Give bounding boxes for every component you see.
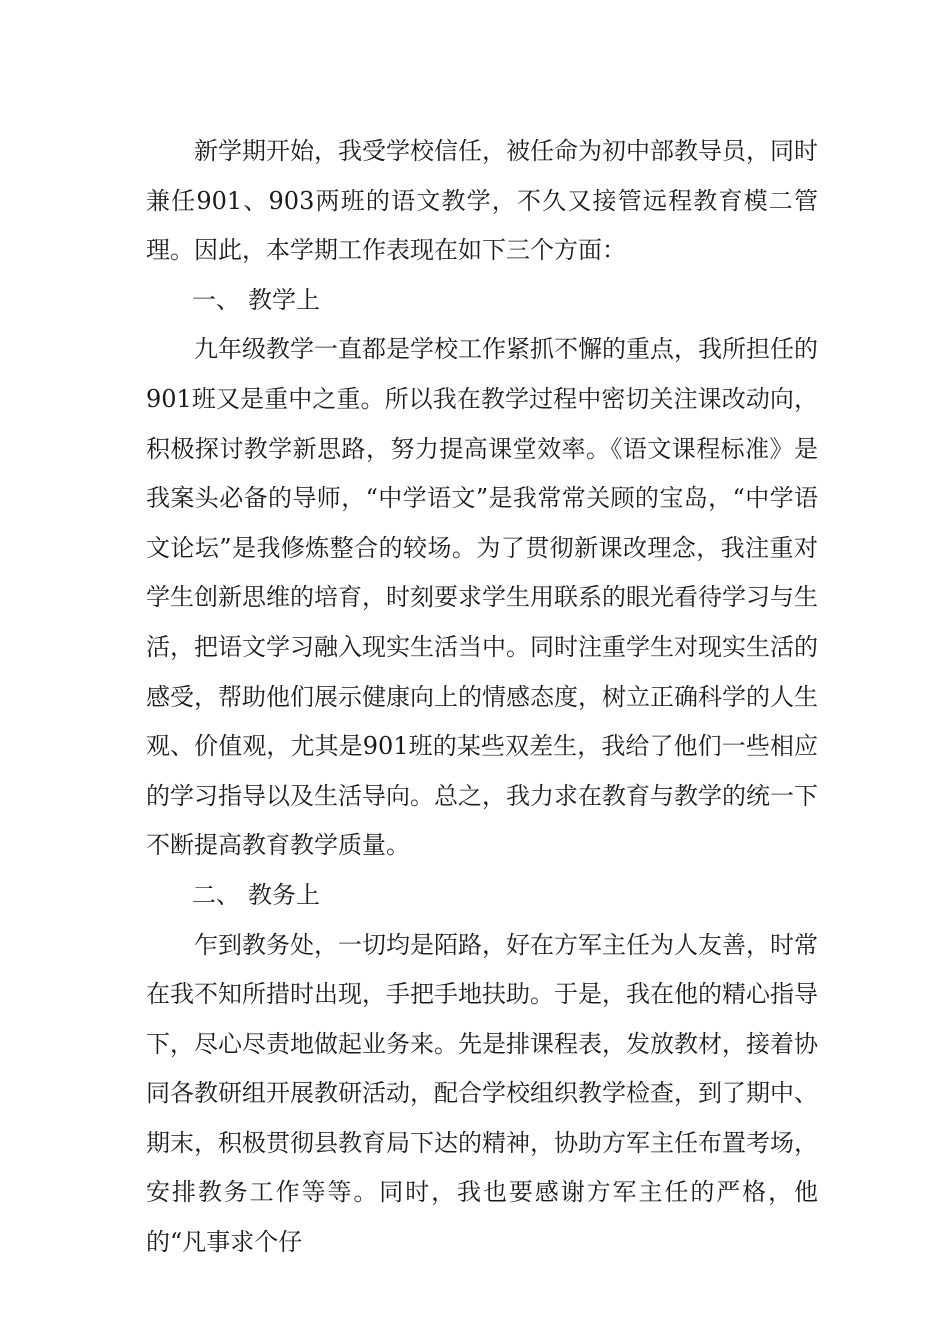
academic-affairs-paragraph: 乍到教务处，一切均是陌路，好在方军主任为人友善，时常在我不知所措时出现，手把手地扶助。于是，我在他的精心指导下，尽心尽责地做起业务来。先是排课程表，发放教材，接着协同各教研组开展教研活动，配合学校组织教学检查，到了期中、期末，积极贯彻县教育局下达的精神，协助方军主任布置考场，安排教务工作等等。同时，我也要感谢方军主任的严格，他的“凡事求个仔	[146, 930, 818, 1257]
document-body	[146, 127, 818, 1268]
teaching-paragraph: 九年级教学一直都是学校工作紧抓不懈的重点，我所担任的901班又是重中之重。所以我在教学过程中密切关注课改动向，积极探讨教学新思路，努力提高课堂效率。《语文课程标准》是我案头必备的导师，“中学语文”是我常常关顾的宝岛，“中学语文论坛”是我修炼整合的较场。为了贯彻新课改理念，我注重对学生创新思维的培育，时刻要求学生用联系的眼光看待学习与生活，把语文学习融入现实生活当中。同时注重学生对现实生活的感受，帮助他们展示健康向上的情感态度，树立正确科学的人生观、价值观，尤其是901班的某些双差生，我给了他们一些相应的学习指导以及生活导向。总之，我力求在教育与教学的统一下不断提高教育教学质量。	[146, 335, 818, 860]
section-title: 教务上	[248, 880, 320, 909]
intro-paragraph: 新学期开始，我受学校信任，被任命为初中部教导员，同时兼任901、903两班的语文教学，不久又接管远程教育模二管理。因此，本学期工作表现在如下三个方面：	[146, 137, 818, 265]
section-heading-teaching	[146, 276, 818, 326]
section-number: 一、	[192, 285, 240, 314]
section-title: 教学上	[248, 285, 320, 314]
section-number: 二、	[192, 880, 240, 909]
section-heading-academic-affairs	[146, 871, 818, 921]
